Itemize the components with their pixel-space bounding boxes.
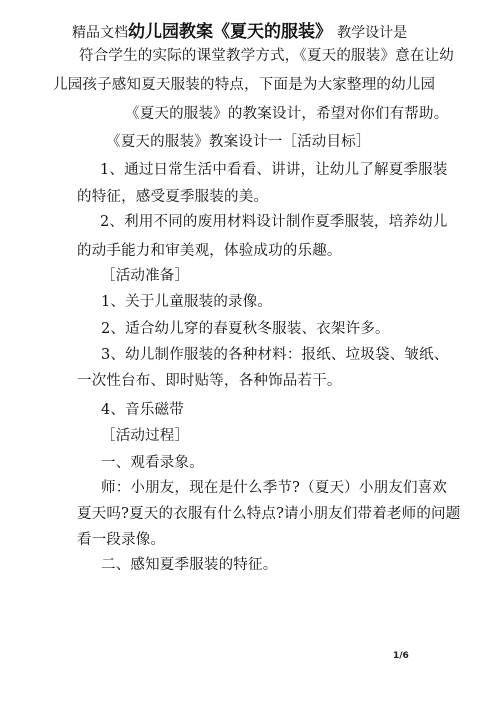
document-title: 幼儿园教案《夏天的服装》 (128, 22, 332, 42)
paragraph-line: 1、通过日常生活中看看、讲讲，让幼儿了解夏季服装 (100, 162, 448, 178)
page-number: 1/6 (393, 651, 409, 661)
paragraph-line: 3、幼儿制作服装的各种材料：报纸、垃圾袋、皱纸、 (101, 347, 449, 363)
paragraph-line: 2、适合幼儿穿的春夏秋冬服装、衣架许多。 (101, 321, 390, 337)
paragraph-line: 一、观看录象。 (101, 455, 204, 471)
title-suffix: 教学设计是 (337, 25, 408, 41)
paragraph-line: 《夏天的服装》的教案设计，希望对你们有帮助。 (125, 106, 449, 122)
section-heading: 《夏天的服装》教案设计一［活动目标］ (106, 134, 371, 150)
title-prefix: 精品文档 (72, 25, 128, 41)
section-heading: ［活动准备］ (101, 268, 190, 284)
paragraph-line: 师：小朋友，现在是什么季节?（夏天）小朋友们喜欢 (101, 480, 448, 496)
paragraph-line: 二、感知夏季服装的特征。 (101, 557, 278, 573)
paragraph-line: 符合学生的实际的课堂教学方式，《夏天的服装》意在让幼 (79, 48, 454, 64)
paragraph-line: 4、音乐磁带 (101, 402, 184, 418)
paragraph-line: 的动手能力和审美观，体验成功的乐趣。 (77, 243, 342, 259)
paragraph-line: 夏天吗?夏天的衣服有什么特点?请小朋友们带着老师的问题 (77, 506, 461, 522)
paragraph-line: 的特征，感受夏季服装的美。 (77, 189, 269, 205)
paragraph-line: 儿园孩子感知夏天服装的特点，下面是为大家整理的幼儿园 (53, 77, 436, 93)
paragraph-line: 看一段录像。 (77, 532, 166, 548)
paragraph-line: 一次性台布、即时贴等，各种饰品若干。 (77, 373, 342, 389)
section-heading: ［活动过程］ (101, 428, 190, 444)
paragraph-line: 1、关于儿童服装的录像。 (101, 294, 273, 310)
document-title-line (72, 20, 407, 45)
paragraph-line: 2、利用不同的废用材料设计制作夏季服装，培养幼儿 (100, 214, 448, 230)
